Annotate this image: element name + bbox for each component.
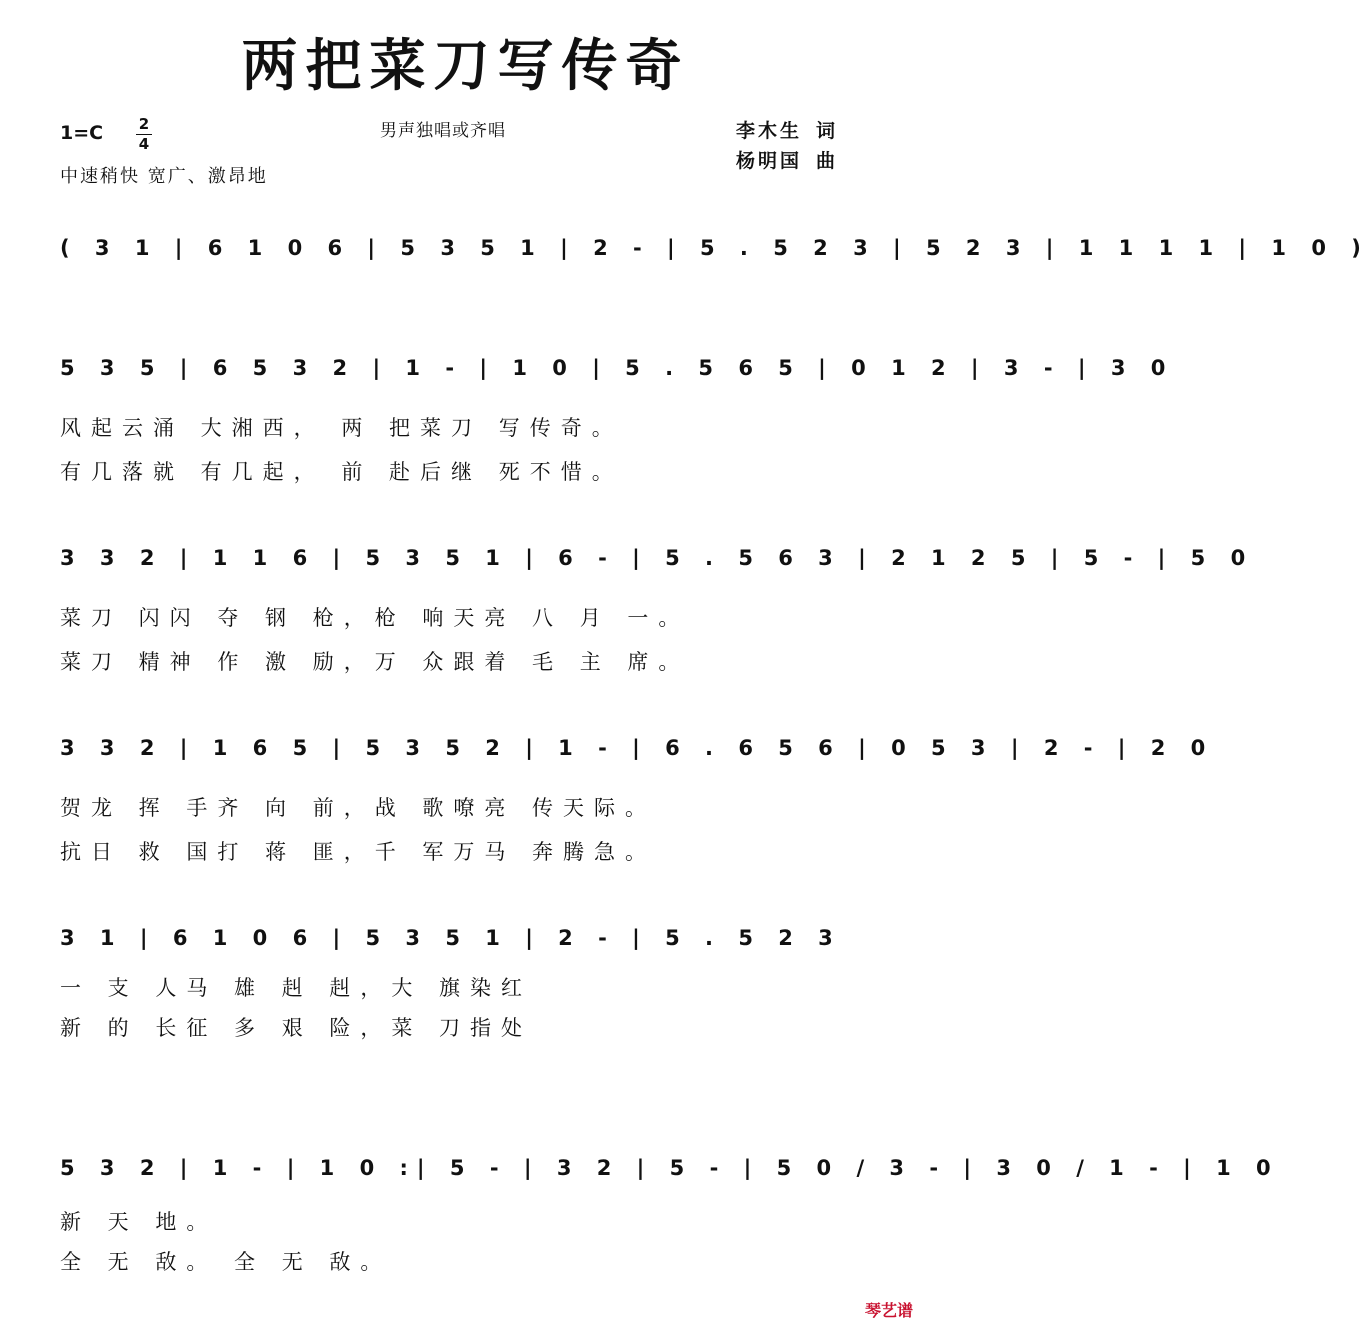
performance-type: 男声独唱或齐唱 (380, 121, 506, 141)
note-row: 5 3 2 | 1 - | 1 0 :| 5 - | 3 2 | 5 - | 5 0 / 3 - | 3 0 / 1 - | 1 0 (60, 1156, 1280, 1180)
note-row: 3 1 | 6 1 0 6 | 5 3 5 1 | 2 - | 5 . 5 2 3 (60, 926, 842, 950)
lyric-verse-2: 抗日 救 国打 蒋 匪，千 军万马 奔腾急。 (60, 840, 657, 864)
lyric-verse-2: 新 的 长征 多 艰 险，菜 刀指处 (60, 1016, 533, 1040)
tempo-marking: 中速稍快 宽广、激昂地 (60, 166, 268, 187)
time-sig-top: 2 (138, 115, 150, 133)
lyric-verse-1: 菜刀 闪闪 夺 钢 枪，枪 响天亮 八 月 一。 (60, 606, 690, 630)
lyric-verse-2: 有几落就 有几起， 前 赴后继 死不惜。 (60, 460, 623, 484)
lyric-verse-1: 贺龙 挥 手齐 向 前，战 歌嘹亮 传天际。 (60, 796, 657, 820)
score-line-4 (60, 736, 1215, 796)
time-signature (134, 116, 154, 153)
note-row: 5 3 5 | 6 5 3 2 | 1 - | 1 0 | 5 . 5 6 5 | 0 1 2 | 3 - | 3 0 (60, 356, 1175, 380)
lyricist-name: 李木生 (736, 120, 803, 142)
watermark: 琴艺谱 (864, 1301, 913, 1320)
note-row: ( 3 1 | 6 1 0 6 | 5 3 5 1 | 2 - | 5 . 5 2 3 | 5 2 3 | 1 1 1 1 | 1 0 ) (60, 236, 1370, 260)
note-row: 3 3 2 | 1 6 5 | 5 3 5 2 | 1 - | 6 . 6 5 6 | 0 5 3 | 2 - | 2 0 (60, 736, 1215, 760)
composer-role: 曲 (816, 150, 839, 172)
time-sig-bottom: 4 (138, 135, 150, 153)
lyricist-role: 词 (816, 120, 839, 142)
score-line-2 (60, 356, 1175, 416)
score-line-3 (60, 546, 1255, 606)
lyric-verse-2: 全 无 敌。 全 无 敌。 (60, 1250, 392, 1274)
score-line-1 (60, 236, 1370, 296)
lyric-verse-2: 菜刀 精神 作 激 励，万 众跟着 毛 主 席。 (60, 650, 690, 674)
lyric-verse-1: 新 天 地。 (60, 1210, 218, 1234)
lyric-verse-1: 一 支 人马 雄 赳 赳，大 旗染红 (60, 976, 533, 1000)
lyric-verse-1: 风起云涌 大湘西， 两 把菜刀 写传奇。 (60, 416, 623, 440)
lyricist-credit (736, 116, 838, 143)
key-signature: 1=C (60, 122, 104, 144)
composer-name: 杨明国 (736, 150, 803, 172)
note-row: 3 3 2 | 1 1 6 | 5 3 5 1 | 6 - | 5 . 5 6 3 | 2 1 2 5 | 5 - | 5 0 (60, 546, 1255, 570)
composer-credit (736, 146, 838, 173)
song-title: 两把菜刀写传奇 (241, 33, 690, 99)
